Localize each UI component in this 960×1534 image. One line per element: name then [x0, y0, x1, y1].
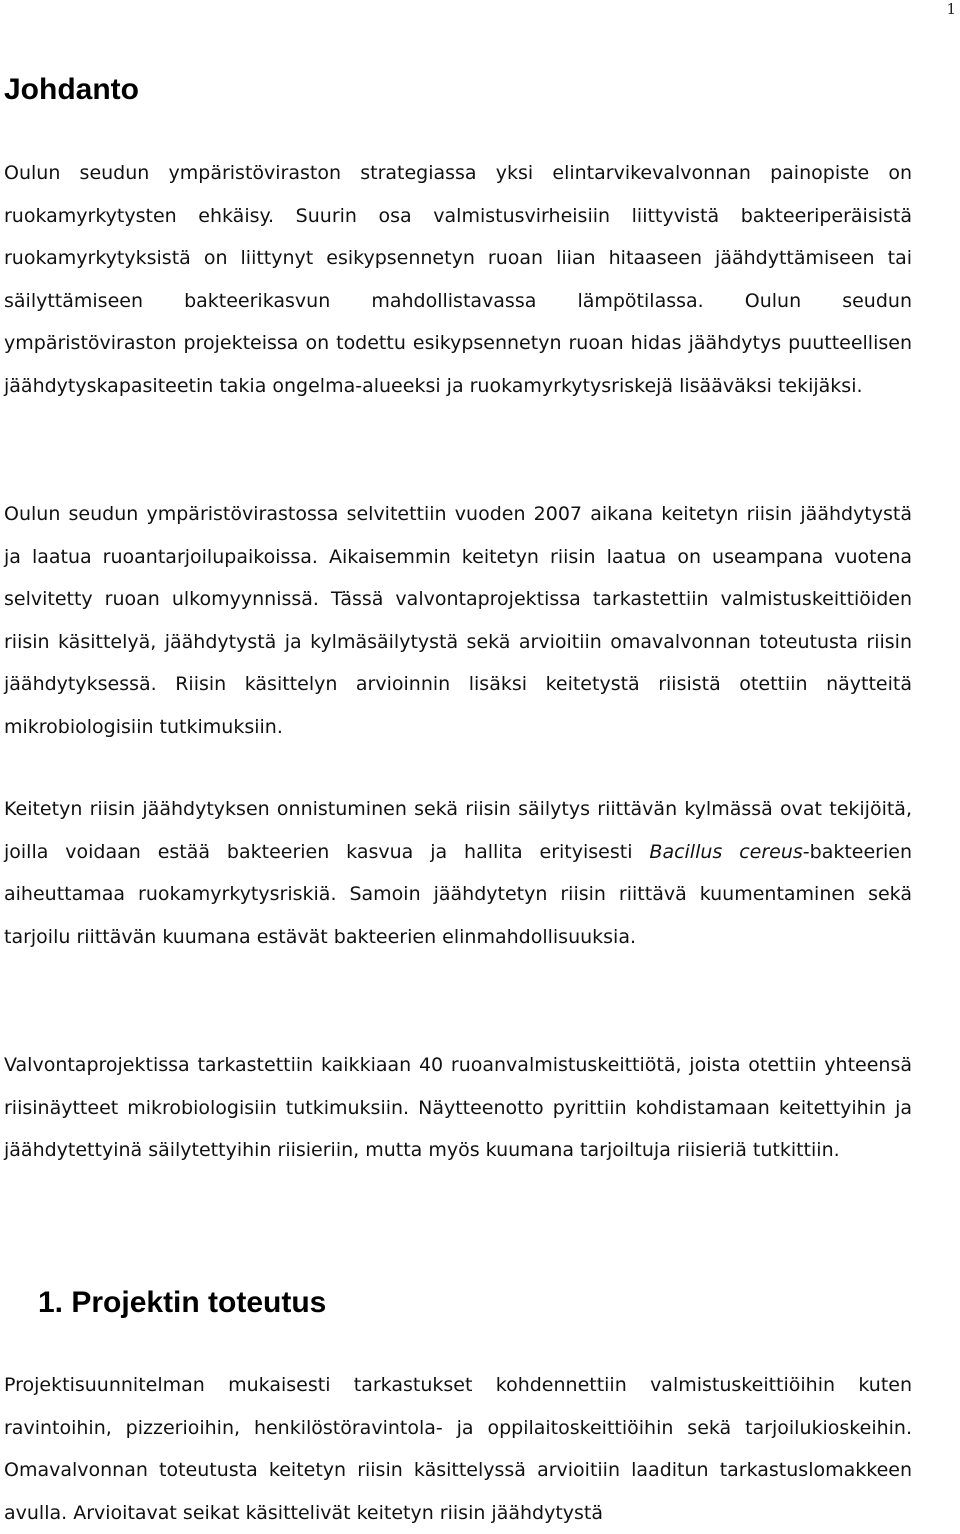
intro-paragraph-3-text-start: Keitetyn riisin jäähdytyksen onnistuminen sekä riisin säilytys riittävän kylmässä ovat tekijöitä, joilla voidaan estää bakteerien kasvua ja hallita erityisesti [4, 798, 912, 863]
section-1-heading: 1. Projektin toteutus [38, 1286, 327, 1319]
intro-paragraph-3-text-end: -bakteerien aiheuttamaa ruokamyrkytysriskiä. Samoin jäähdytetyn riisin riittävä kuumentaminen sekä tarjoilu riittävän kuumana estävät bakteerien elinmahdollisuuksia. [4, 840, 912, 948]
page-number: 1 [946, 0, 956, 18]
intro-paragraph-2: Oulun seudun ympäristövirastossa selvitettiin vuoden 2007 aikana keitetyn riisin jäähdytystä ja laatua ruoantarjoilupaikoissa. Aikaisemmin keitetyn riisin laatua on useampana vuotena selvitetty ruoan ulkomyynnissä. Tässä valvontaprojektissa tarkastettiin valmistuskeittiöiden riisin käsittelyä, jäähdytystä ja kylmäsäilytystä sekä arvioitiin omavalvonnan toteutusta riisin jäähdytyksessä. Riisin käsittelyn arvioinnin lisäksi keitetystä riisistä otettiin näytteitä mikrobiologisiin tutkimuksiin. [4, 503, 912, 738]
section-1-paragraph-1: Projektisuunnitelman mukaisesti tarkastukset kohdennettiin valmistuskeittiöihin kuten ravintoihin, pizzerioihin, henkilöstöravintola- ja oppilaitoskeittiöihin sekä tarjoilukioskeihin. Omavalvonnan toteutusta keitetyn riisin käsittelyssä arvioitiin laaditun tarkastuslomakkeen avulla. Arvioitavat seikat käsittelivät keitetyn riisin jäähdytystä [4, 1374, 912, 1524]
intro-paragraph-4: Valvontaprojektissa tarkastettiin kaikkiaan 40 ruoanvalmistuskeittiötä, joista otettiin yhteensä riisinäytteet mikrobiologisiin tutkimuksiin. Näytteenotto pyrittiin kohdistamaan keitettyihin ja jäähdytettyinä säilytettyihin riisieriin, mutta myös kuumana tarjoiltuja riisieriä tutkittiin. [4, 1054, 912, 1162]
intro-paragraph-1: Oulun seudun ympäristöviraston strategiassa yksi elintarvikevalvonnan painopiste on ruokamyrkytysten ehkäisy. Suurin osa valmistusvirheisiin liittyvistä bakteeriperäisistä ruokamyrkytyksistä on liittynyt esikypsennetyn ruoan liian hitaaseen jäähdyttämiseen tai säilyttämiseen bakteerikasvun mahdollistavassa lämpötilassa. Oulun seudun ympäristöviraston projekteissa on todettu esikypsennetyn ruoan hidas jäähdytys puutteellisen jäähdytyskapasiteetin takia ongelma-alueeksi ja ruokamyrkytysriskejä lisääväksi tekijäksi. [4, 162, 912, 397]
bacillus-cereus-italic: Bacillus cereus [649, 840, 803, 863]
intro-heading: Johdanto [4, 73, 139, 106]
intro-paragraph-3 [4, 788, 912, 958]
